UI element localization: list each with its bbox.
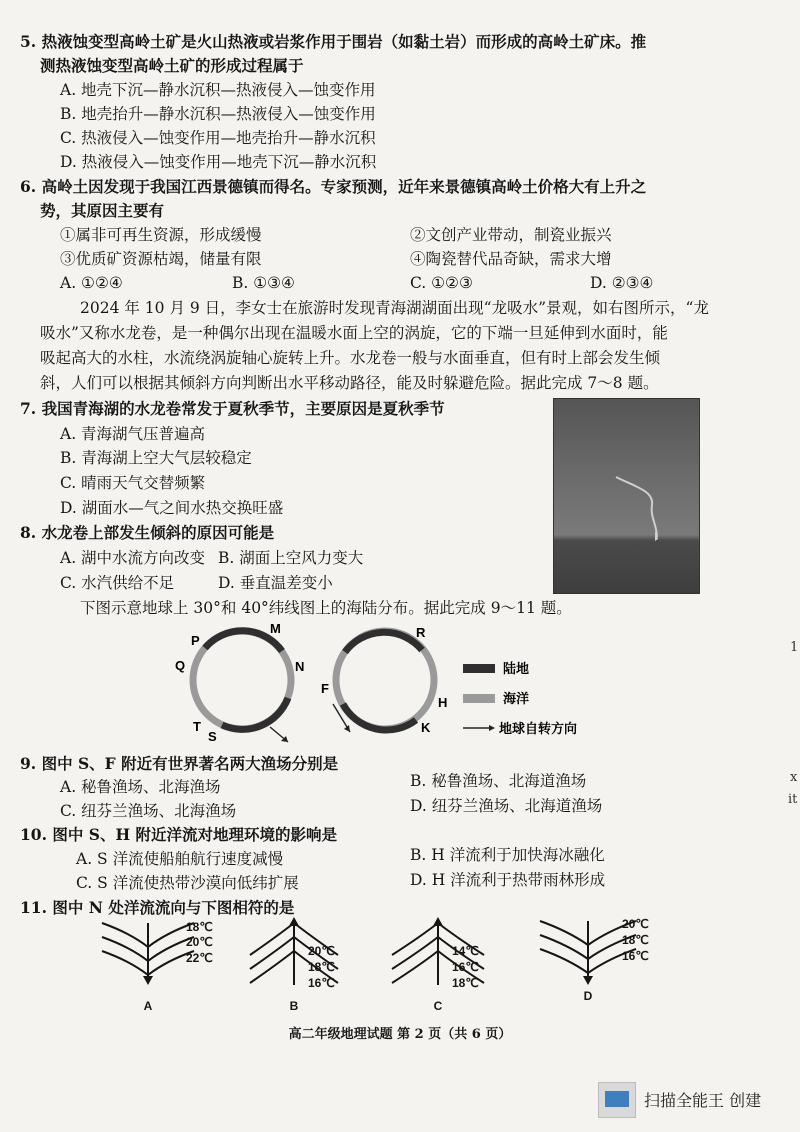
passage-line4: 斜，人们可以根据其倾斜方向判断出水平移动路径，能及时躲避危险。据此完成 7～8 题。 — [40, 374, 659, 392]
q8-option-a: A. 湖中水流方向改变 — [60, 549, 206, 567]
current-figures — [90, 915, 690, 1015]
q7-option-c: C. 晴雨天气交替频繁 — [60, 474, 206, 492]
edge-mark-3: it — [788, 792, 798, 807]
q9-option-b: B. 秘鲁渔场、北海道渔场 — [410, 772, 587, 790]
label-m: M — [270, 621, 281, 636]
passage-line2: 吸水”又称水龙卷，是一种偶尔出现在温暖水面上空的涡旋，它的下端一旦延伸到水面时，能 — [40, 324, 668, 342]
q6-stem-line1: 6. 高岭土因发现于我国江西景德镇而得名。专家预测，近年来景德镇高岭土价格大有上升之 — [20, 177, 647, 196]
q6-stem-line2: 势，其原因主要有 — [40, 201, 165, 220]
q8-option-c: C. 水汽供给不足 — [60, 574, 175, 592]
label-s: S — [208, 729, 217, 744]
fig-b-temp-2: 18℃ — [308, 960, 335, 974]
q6-item-2: ②文创产业带动，制瓷业振兴 — [410, 226, 612, 244]
q7-option-d: D. 湖面水—气之间水热交换旺盛 — [60, 499, 284, 517]
q7-option-a: A. 青海湖气压普遍高 — [60, 425, 206, 443]
label-t: T — [193, 719, 201, 734]
q8-stem: 8. 水龙卷上部发生倾斜的原因可能是 — [20, 523, 275, 542]
q6-option-c: C. ①②③ — [410, 274, 473, 292]
waterspout-photo — [553, 398, 700, 594]
q7-stem: 7. 我国青海湖的水龙卷常发于夏秋季节，主要原因是夏秋季节 — [20, 399, 445, 418]
q6-option-d: D. ②③④ — [590, 274, 654, 292]
fig-b-temp-1: 20℃ — [308, 944, 335, 958]
fig-c-temp-1: 14℃ — [452, 944, 479, 958]
legend-ocean-swatch — [463, 694, 495, 703]
q6-item-1: ①属非可再生资源，形成缓慢 — [60, 226, 262, 244]
label-h: H — [438, 695, 448, 710]
fig-b-letter: B — [289, 999, 299, 1013]
label-r: R — [416, 625, 426, 640]
fig-a-temp-1: 18℃ — [186, 920, 213, 934]
latitude-circles-diagram — [170, 620, 620, 745]
q9-option-d: D. 纽芬兰渔场、北海道渔场 — [410, 797, 603, 815]
q10-option-d: D. H 洋流利于热带雨林形成 — [410, 871, 606, 889]
q9-option-a: A. 秘鲁渔场、北海渔场 — [60, 778, 221, 796]
fig-a-temp-2: 20℃ — [186, 935, 213, 949]
q8-option-b: B. 湖面上空风力变大 — [218, 549, 364, 567]
fig-d-temp-2: 18℃ — [622, 933, 649, 947]
passage-line1: 2024 年 10 月 9 日，李女士在旅游时发现青海湖湖面出现“龙吸水”景观，如右图所示，“龙 — [80, 299, 709, 317]
fig-c-letter: C — [433, 999, 443, 1013]
label-q: Q — [175, 658, 186, 673]
label-p: P — [191, 633, 200, 648]
figure-d — [540, 917, 649, 1003]
q5-option-c: C. 热液侵入—蚀变作用—地壳抬升—静水沉积 — [60, 129, 376, 147]
q7-option-b: B. 青海湖上空大气层较稳定 — [60, 449, 252, 467]
edge-mark-2: x — [790, 770, 798, 785]
q5-option-d: D. 热液侵入—蚀变作用—地壳下沉—静水沉积 — [60, 153, 377, 171]
fig-d-letter: D — [583, 989, 593, 1003]
fig-d-temp-3: 16℃ — [622, 949, 649, 963]
fig-c-temp-3: 18℃ — [452, 976, 479, 990]
legend-land-swatch — [463, 664, 495, 673]
legend-rotation-label: 地球自转方向 — [499, 722, 578, 737]
q6-option-b: B. ①③④ — [232, 274, 295, 292]
q6-item-4: ④陶瓷替代品奇缺，需求大增 — [410, 250, 612, 268]
figure-c — [392, 917, 484, 1013]
figure-a — [102, 920, 213, 1013]
right-circle-land-south — [343, 704, 416, 730]
label-k: K — [421, 720, 431, 735]
q5-option-b: B. 地壳抬升—静水沉积—热液侵入—蚀变作用 — [60, 105, 376, 123]
fig-b-temp-3: 16℃ — [308, 976, 335, 990]
q10-stem: 10. 图中 S、H 附近洋流对地理环境的影响是 — [20, 825, 337, 844]
label-n: N — [295, 659, 305, 674]
fig-a-temp-3: 22℃ — [186, 951, 213, 965]
passage-line3: 吸起高大的水柱，水流绕涡旋轴心旋转上升。水龙卷一般与水面垂直，但有时上部会发生倾 — [40, 349, 661, 367]
q5-stem-line2: 测热液蚀变型高岭土矿的形成过程属于 — [40, 56, 304, 75]
fig-d-temp-1: 20℃ — [622, 917, 649, 931]
fig-c-temp-2: 16℃ — [452, 960, 479, 974]
q10-option-c: C. S 洋流使热带沙漠向低纬扩展 — [76, 874, 299, 892]
legend-ocean-label: 海洋 — [503, 692, 530, 707]
scanner-watermark-text: 扫描全能王 创建 — [644, 1091, 762, 1110]
q10-option-a: A. S 洋流使船舶航行速度减慢 — [76, 850, 284, 868]
q11-stem: 11. 图中 N 处洋流流向与下图相符的是 — [20, 898, 295, 917]
q10-option-b: B. H 洋流利于加快海冰融化 — [410, 846, 605, 864]
label-f: F — [321, 681, 329, 696]
intro-9-11: 下图示意地球上 30°和 40°纬线图上的海陆分布。据此完成 9～11 题。 — [80, 599, 572, 617]
q8-option-d: D. 垂直温差变小 — [218, 574, 333, 592]
q5-option-a: A. 地壳下沉—静水沉积—热液侵入—蚀变作用 — [60, 81, 376, 99]
page-footer: 高二年级地理试题 第 2 页（共 6 页） — [288, 1027, 512, 1042]
q9-option-c: C. 纽芬兰渔场、北海渔场 — [60, 802, 237, 820]
q5-stem-line1: 5. 热液蚀变型高岭土矿是火山热液或岩浆作用于围岩（如黏土岩）而形成的高岭土矿床。推 — [20, 32, 647, 51]
fig-a-letter: A — [143, 999, 153, 1013]
figure-b — [250, 917, 338, 1013]
legend-land-label: 陆地 — [503, 662, 530, 677]
scanner-logo — [598, 1082, 636, 1118]
q6-item-3: ③优质矿资源枯竭，储量有限 — [60, 250, 262, 268]
edge-mark-1: 1 — [790, 640, 799, 655]
q6-option-a: A. ①②④ — [60, 274, 123, 292]
q9-stem: 9. 图中 S、F 附近有世界著名两大渔场分别是 — [20, 754, 339, 773]
